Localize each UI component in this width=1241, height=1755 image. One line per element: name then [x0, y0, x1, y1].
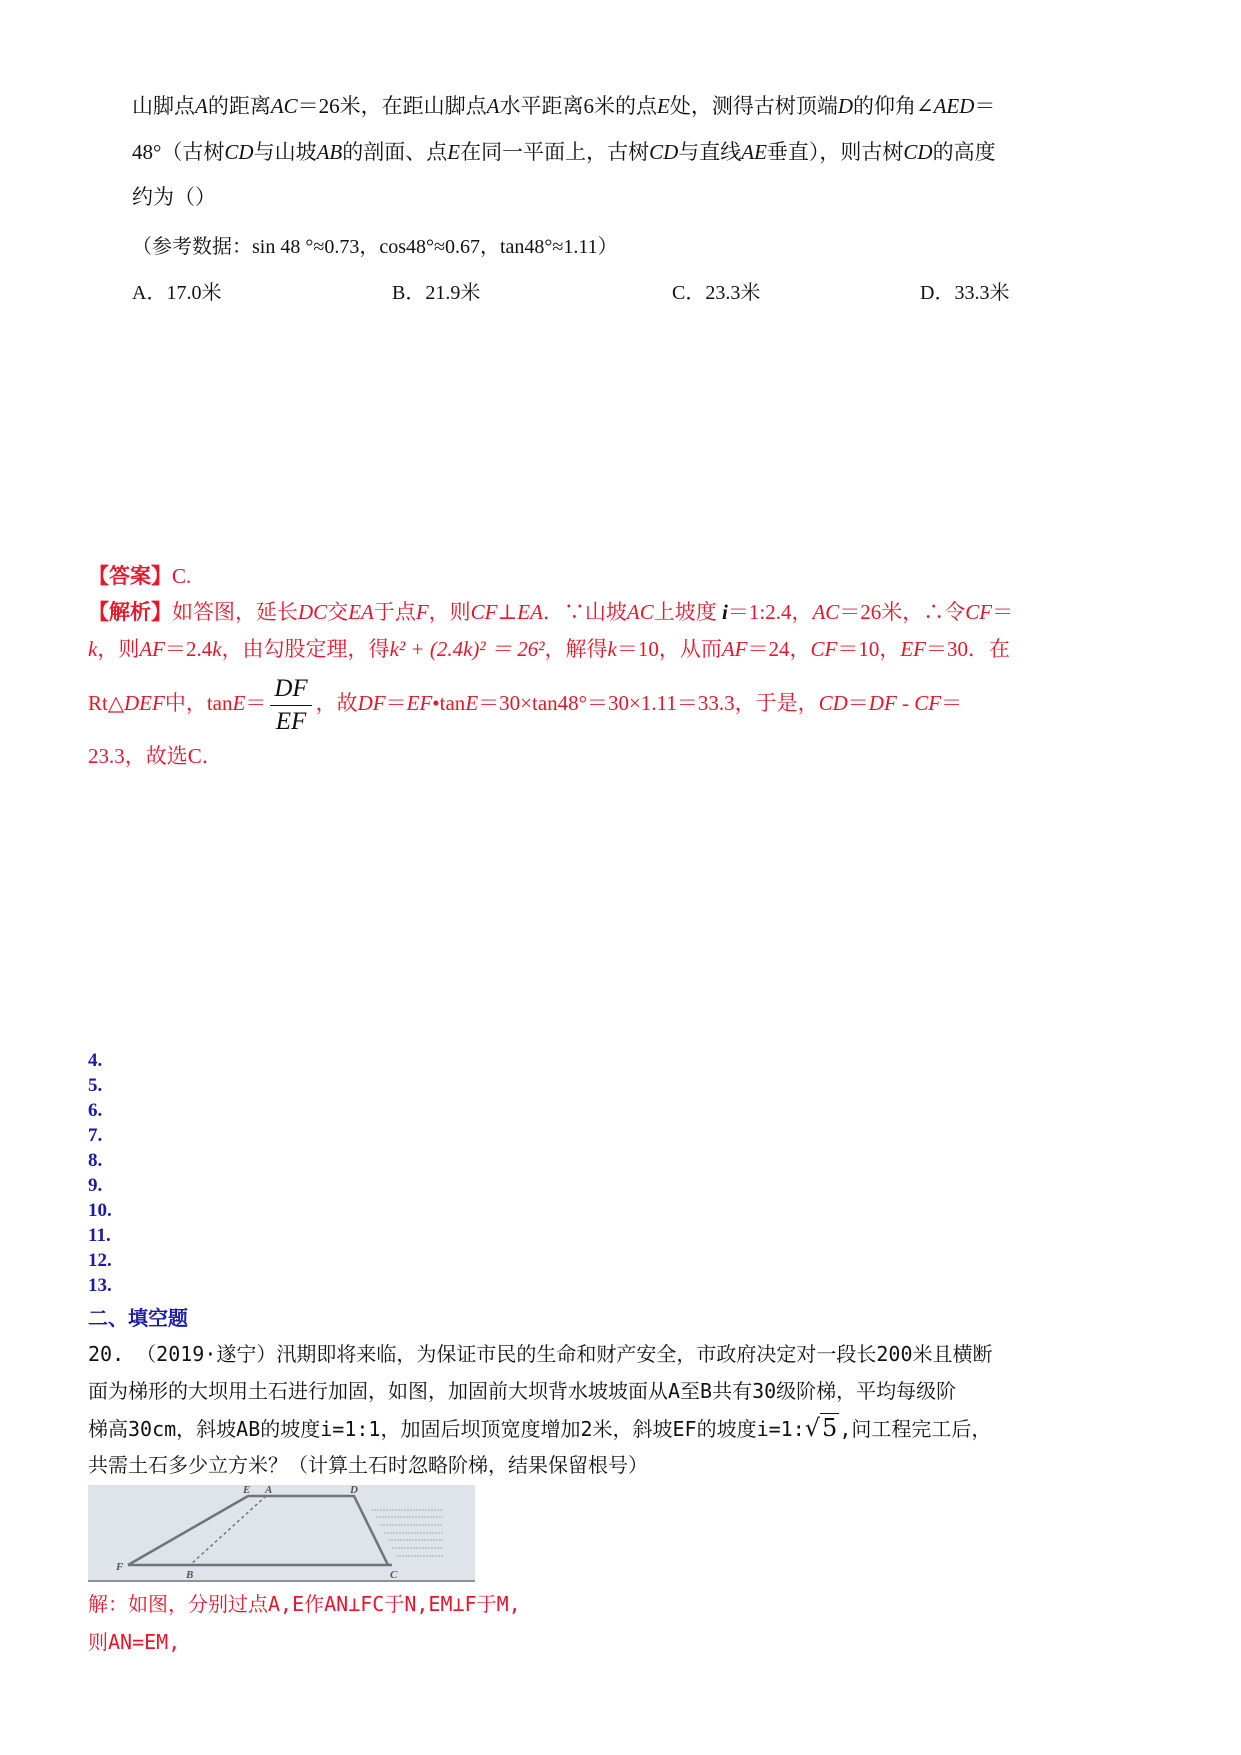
question20-line3: [88, 1414, 991, 1443]
text: 垂直），则古树: [766, 140, 904, 164]
option-value: 23.3米: [705, 282, 761, 304]
text: 的高度: [932, 140, 996, 164]
math-equation: k² + (2.4k)² ＝ 26²: [389, 637, 545, 661]
option-b: [392, 276, 480, 305]
dam-cross-section-figure: [88, 1485, 475, 1582]
math-var: AC: [812, 600, 840, 624]
analysis-line3: [88, 668, 962, 738]
text: ＝26米，∴令: [839, 600, 966, 624]
label-c: C: [390, 1569, 398, 1580]
analysis-label: 【解析】: [88, 600, 172, 624]
math-var: A: [195, 94, 208, 118]
math-var: A: [486, 94, 500, 118]
list-item: 4.: [88, 1050, 103, 1071]
text: 梯高30cm，斜坡AB的坡度i=1:1，加固后坝顶宽度增加2米，斜坡EF的坡度i=1:: [88, 1417, 805, 1441]
text: 在同一平面上，古树: [460, 140, 650, 164]
text: 交: [327, 600, 349, 624]
analysis-line2: [88, 635, 1010, 663]
math-var: AC: [626, 600, 654, 624]
list-item: 7.: [88, 1125, 103, 1146]
text: ＝1:2.4，: [727, 600, 813, 624]
math-var: CD: [649, 140, 679, 164]
math-var: DEF: [124, 691, 165, 715]
math-var: EA: [348, 600, 374, 624]
solution-line2: 则AN=EM,: [88, 1630, 181, 1654]
text: -: [896, 691, 915, 715]
question19-line3: 约为（）: [132, 185, 216, 209]
text: 如答图，延长: [172, 600, 298, 624]
math-var: CD: [818, 691, 848, 715]
text: ＝: [941, 691, 963, 715]
list-item: 6.: [88, 1100, 103, 1121]
analysis-line1: [88, 598, 1013, 626]
reference-data: （参考数据：sin 48 °≈0.73，cos48°≈0.67，tan48°≈1.11）: [132, 236, 618, 258]
option-letter: A．: [132, 282, 167, 304]
math-var: AC: [270, 94, 298, 118]
math-var: E: [447, 140, 461, 164]
math-var: CD: [903, 140, 933, 164]
label-a: A: [265, 1485, 273, 1496]
label-f: F: [116, 1561, 124, 1573]
text: ＝: [245, 691, 267, 715]
option-d: [920, 276, 1009, 305]
math-var: D: [837, 94, 853, 118]
text: ，则: [428, 600, 471, 624]
option-value: 33.3米: [954, 282, 1010, 304]
math-var: E: [232, 691, 246, 715]
list-item: 10.: [88, 1200, 112, 1221]
question20-line4: 共需土石多少立方米？（计算土石时忽略阶梯，结果保留根号）: [88, 1453, 648, 1477]
radicand: 5: [822, 1414, 838, 1442]
math-var: AF: [139, 637, 165, 661]
text: 与山坡: [253, 140, 317, 164]
math-var: E: [657, 94, 670, 118]
text: ，故: [315, 691, 358, 715]
text: 处，测得古树顶端: [669, 94, 838, 118]
math-var: k: [88, 637, 98, 661]
math-var: EF: [900, 637, 926, 661]
math-var: AE: [741, 140, 767, 164]
math-var: E: [465, 691, 479, 715]
text: ＝30×tan48°＝30×1.11＝33.3，于是，: [478, 691, 819, 715]
text: ，解得: [544, 637, 608, 661]
fraction-denominator: EF: [275, 707, 307, 735]
text: ＝2.4: [164, 637, 213, 661]
text: ，则: [97, 637, 140, 661]
answer-line: [88, 562, 191, 590]
option-c: [672, 276, 760, 305]
list-item: 9.: [88, 1175, 103, 1196]
option-letter: D．: [920, 282, 955, 304]
math-var: DF: [868, 691, 897, 715]
text: ．∵山坡: [542, 600, 627, 624]
numbered-list: [88, 1048, 112, 1298]
math-var: AB: [316, 140, 343, 164]
math-var: k: [607, 637, 617, 661]
list-item: 11.: [88, 1225, 111, 1246]
option-value: 21.9米: [425, 282, 481, 304]
analysis-line4: 23.3，故选C．: [88, 744, 223, 768]
answer-label: 【答案】: [88, 564, 172, 588]
fraction-numerator: DF: [270, 673, 311, 706]
section-title: 二、填空题: [88, 1306, 188, 1330]
text: 48°（古树: [132, 140, 225, 164]
question19-line1: [132, 92, 995, 120]
math-var: EF: [406, 691, 433, 715]
option-a: [132, 276, 221, 305]
text: ＝: [847, 691, 869, 715]
list-item: 5.: [88, 1075, 103, 1096]
text: 于点: [373, 600, 416, 624]
math-var: AF: [721, 637, 748, 661]
text: 与直线: [678, 140, 742, 164]
question20-line1: 20. （2019·遂宁）汛期即将来临，为保证市民的生命和财产安全，市政府决定对一段长200米且横断: [88, 1342, 993, 1366]
question19-line2: [132, 138, 996, 166]
text: 上坡度: [653, 600, 723, 624]
text: ＝30．在: [925, 637, 1010, 661]
text: 的剖面、点: [342, 140, 448, 164]
math-angle: ∠AED: [916, 94, 975, 118]
text: 山脚点: [132, 94, 195, 118]
option-letter: C．: [672, 282, 706, 304]
text: ＝: [992, 600, 1014, 624]
sqrt-expression: √5: [804, 1414, 838, 1442]
text: ＝: [974, 94, 996, 118]
math-var: CD: [224, 140, 254, 164]
label-b: B: [186, 1569, 194, 1580]
text: Rt△: [88, 691, 124, 715]
answer-value: C.: [172, 564, 192, 588]
text: 的仰角: [853, 94, 916, 118]
math-var: i: [722, 600, 728, 624]
list-item: 13.: [88, 1275, 112, 1296]
option-value: 17.0米: [166, 282, 222, 304]
math-expr: CF⊥EA: [470, 600, 543, 624]
list-item: 8.: [88, 1150, 103, 1171]
text: ＝26米，在距山脚点: [297, 94, 487, 118]
math-var: CF: [965, 600, 993, 624]
text: ，由勾股定理，得: [221, 637, 390, 661]
label-e: E: [243, 1485, 251, 1496]
math-var: DF: [357, 691, 386, 715]
text: •tan: [432, 691, 466, 715]
text: 中，tan: [164, 691, 233, 715]
text: 水平距离6米的点: [499, 94, 657, 118]
math-var: DC: [298, 600, 328, 624]
math-var: F: [415, 600, 429, 624]
text: ,问工程完工后，: [839, 1417, 992, 1441]
solution-line1: 解：如图，分别过点A,E作AN⊥FC于N,EM⊥F于M,: [88, 1592, 521, 1616]
math-var: CF: [914, 691, 942, 715]
text: 的距离: [207, 94, 271, 118]
trapezoid-diagram: [88, 1485, 475, 1580]
text: ＝10，: [837, 637, 901, 661]
label-d: D: [350, 1485, 358, 1496]
math-var: CF: [810, 637, 838, 661]
text: ＝: [385, 691, 407, 715]
text: ＝10，从而: [616, 637, 722, 661]
list-item: 12.: [88, 1250, 112, 1271]
text: ＝24，: [747, 637, 811, 661]
option-letter: B．: [392, 282, 426, 304]
fraction-df-over-ef: [270, 673, 311, 738]
math-var: k: [212, 637, 222, 661]
question20-line2: 面为梯形的大坝用土石进行加固，如图，加固前大坝背水坡坡面从A至B共有30级阶梯，平均每级阶: [88, 1379, 957, 1403]
